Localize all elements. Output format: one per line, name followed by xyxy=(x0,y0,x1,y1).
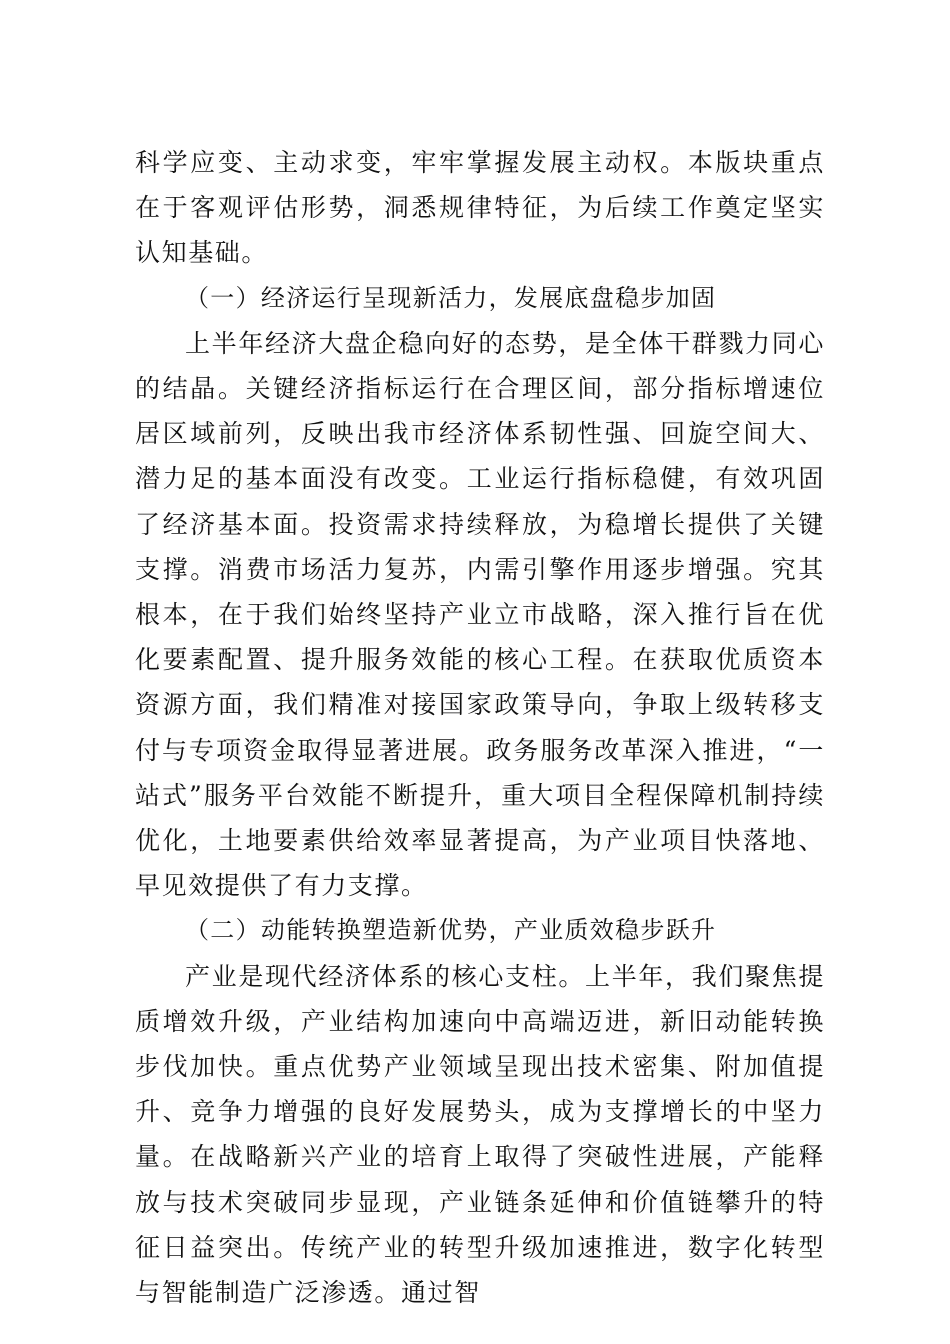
paragraph-industry: 产业是现代经济体系的核心支柱。上半年，我们聚焦提质增效升级，产业结构加速向中高端迈进，新旧动能转换步伐加快。重点优势产业领域呈现出技术密集、附加值提升、竞争力增强的良好发展势头，成为支撑增长的中坚力量。在战略新兴产业的培育上取得了突破性进展，产能释放与技术突破同步显现，产业链条延伸和价值链攀升的特征日益突出。传统产业的转型升级加速推进，数字化转型与智能制造广泛渗透。通过智 xyxy=(135,961,825,1308)
section-heading-1: （一）经济运行呈现新活力，发展底盘稳步加固 xyxy=(185,283,717,312)
section-heading-2: （二）动能转换塑造新优势，产业质效稳步跃升 xyxy=(185,916,717,945)
paragraph-economy: 上半年经济大盘企稳向好的态势，是全体干群戮力同心的结晶。关键经济指标运行在合理区间，部分指标增速位居区域前列，反映出我市经济体系韧性强、回旋空间大、潜力足的基本面没有改变。工业运行指标稳健，有效巩固了经济基本面。投资需求持续释放，为稳增长提供了关键支撑。消费市场活力复苏，内需引擎作用逐步增强。究其根本，在于我们始终坚持产业立市战略，深入推行旨在优化要素配置、提升服务效能的核心工程。在获取优质资本资源方面，我们精准对接国家政策导向，争取上级转移支付与专项资金取得显著进展。政务服务改革深入推进，“一站式”服务平台效能不断提升，重大项目全程保障机制持续优化，土地要素供给效率显著提高，为产业项目快落地、早见效提供了有力支撑。 xyxy=(135,328,825,901)
document-body xyxy=(135,140,825,1315)
paragraph-continuation: 科学应变、主动求变，牢牢掌握发展主动权。本版块重点在于客观评估形势，洞悉规律特征，为后续工作奠定坚实认知基础。 xyxy=(135,148,825,268)
